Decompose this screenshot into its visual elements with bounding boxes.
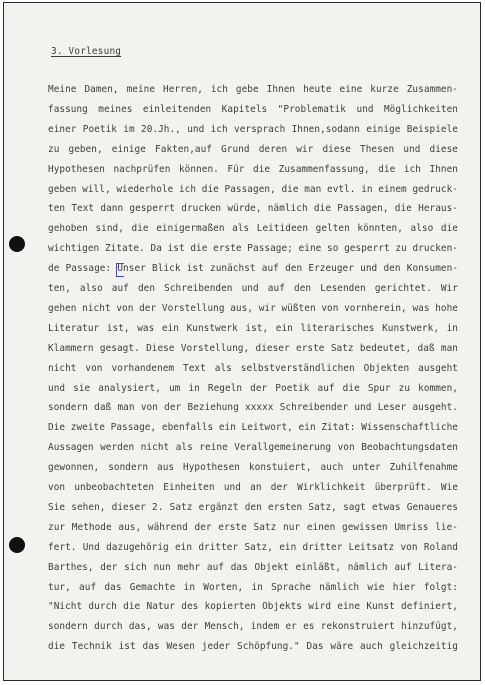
text-line: Die zweite Passage, ebenfalls ein Leitwort, ein Zitat: Wissenschaftliche xyxy=(48,422,458,434)
text-line: fert. Und dazugehörig ein dritter Satz, ein dritter Leitsatz von Roland xyxy=(48,541,458,553)
text-line: Hypothesen nachprüfen können. Für die Zusammenfassung, die ich Ihnen xyxy=(48,163,458,175)
text-line: von unbeobachteten Einheiten und an der Wirklichkeit überprüft. Wie xyxy=(48,482,458,493)
text-line: Sie sehen, dieser 2. Satz ergänzt den ersten Satz, sagt etwas Genaueres xyxy=(48,501,458,513)
text-line: "Nicht durch die Natur des kopierten Objekts wird eine Kunst definiert, xyxy=(48,601,458,613)
punch-hole-lower xyxy=(9,537,25,553)
text-line: Aussagen werden nicht als reine Verallgemeinerung von Beobachtungsdaten xyxy=(48,442,458,454)
text-line: zur Methode aus, während der erste Satz nur einen gewissen Umriss lie- xyxy=(48,521,458,533)
punch-hole-upper xyxy=(9,236,25,252)
text-line: Barthes, der sich nun mehr auf das Objekt einläßt, nämlich auf Litera- xyxy=(48,561,458,573)
text-line: geben will, wiederhole ich die Passagen, die man evtl. in einem gedruck- xyxy=(48,183,458,195)
text-line: und sie analysiert, um in Regeln der Poetik auf die Spur zu kommen, xyxy=(48,382,458,394)
lecture-heading: 3. Vorlesung xyxy=(51,46,122,57)
text-line: sondern daß man von der Beziehung xxxxx Schreibender und Leser ausgeht. xyxy=(48,402,458,414)
text-line: ten Text dann gesperrt drucken würde, nämlich die Passagen, die Heraus- xyxy=(48,203,458,215)
text-line: Literatur ist, was ein Kunstwerk ist, ein literarisches Kunstwerk, in xyxy=(48,322,458,334)
text-line: fassung meines einleitenden Kapitels "Problematik und Möglichkeiten xyxy=(48,103,458,115)
text-line: zu geben, einige Fakten,auf Grund deren wir diese Thesen und diese xyxy=(48,143,458,155)
text-line: tur, auf das Gemachte in Worten, in Sprache nämlich wie hier folgt: xyxy=(48,581,458,593)
text-line: einer Poetik im 20.Jh., und ich versprach Ihnen,sodann einige Beispiele xyxy=(48,123,458,135)
text-line: Klammern gesagt. Diese Vorstellung, dieser erste Satz bedeutet, daß man xyxy=(48,342,458,354)
text-line: ten, also auf den Schreibenden und auf den Lesenden gerichtet. Wir xyxy=(48,283,458,294)
text-line: die Technik ist das Wesen jeder Schöpfung." Das wäre auch gleichzeitig xyxy=(48,641,458,653)
text-line: gehoben sind, die einigermaßen als Leitideen gelten könnten, also die xyxy=(48,223,458,235)
text-line: sondern durch das, was der Mensch, indem er es rekonstruiert hinzufügt, xyxy=(48,621,458,633)
text-line: gewonnen, sondern aus Hypothesen konstuiert, auch unter Zuhilfenahme xyxy=(48,462,458,474)
text-line: nicht von vorhandenem Text als selbstverständlichen Objekten ausgeht xyxy=(48,362,458,374)
text-line: de Passage: Unser Blick ist zunächst auf den Erzeuger und den Konsumen- xyxy=(48,263,458,275)
text-line: Meine Damen, meine Herren, ich gebe Ihnen heute eine kurze Zusammen- xyxy=(48,84,458,95)
text-line: wichtigen Zitate. Da ist die erste Passage; eine so gesperrt zu drucken- xyxy=(48,243,458,255)
text-line: gehen nicht von der Vorstellung aus, wir wüßten von vornherein, was hohe xyxy=(48,302,458,314)
